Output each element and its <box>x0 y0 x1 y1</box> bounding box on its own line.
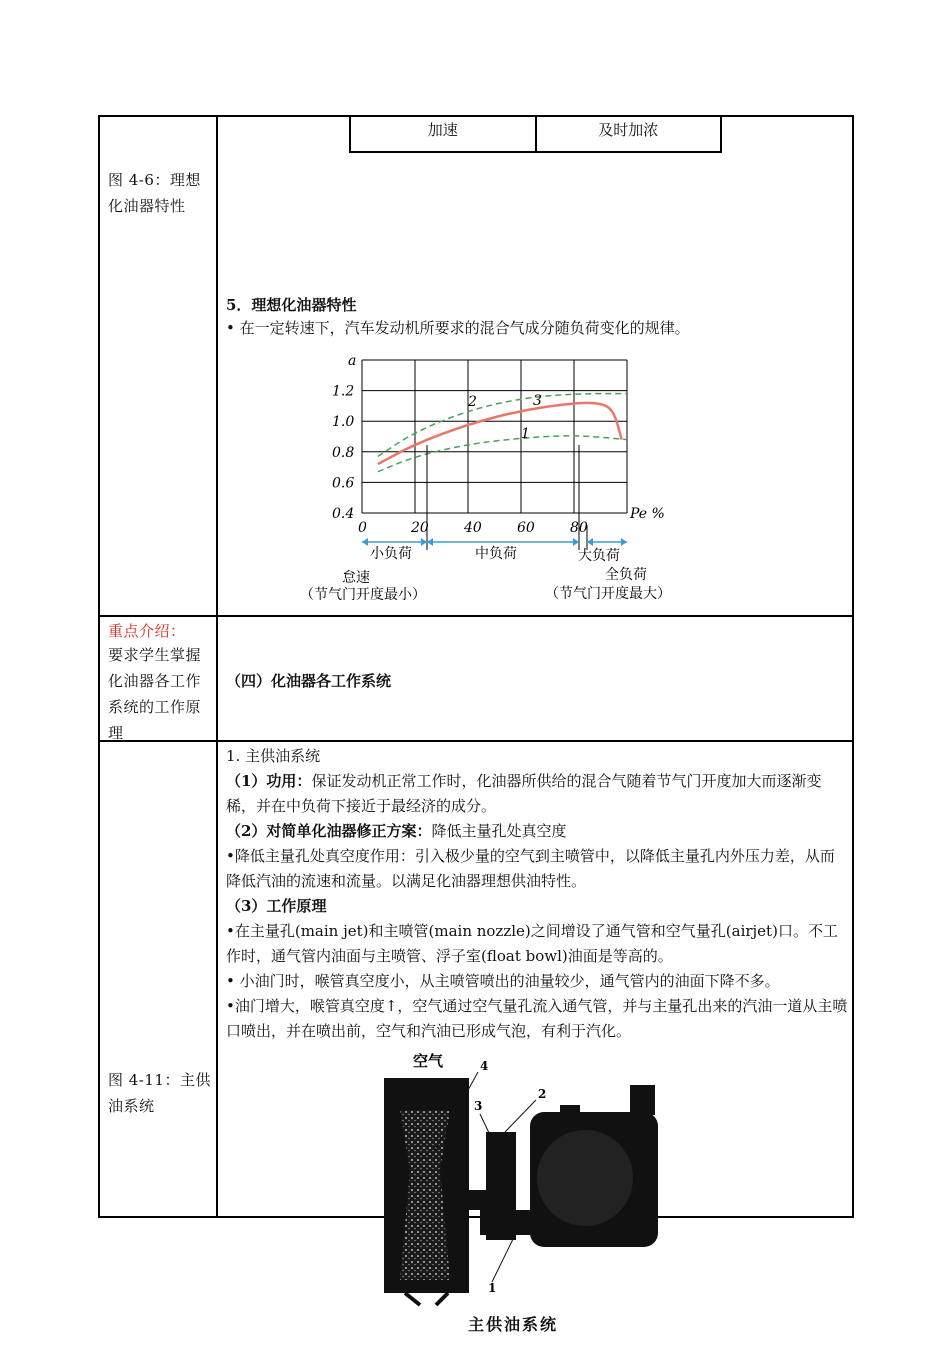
x-tick-80: 80 <box>570 520 588 536</box>
principle-small-throttle: • 小油门时，喉管真空度小，从主喷管喷出的油量较少，通气管内的油面下降不多。 <box>226 972 780 990</box>
region-mid-load: 中负荷 <box>475 546 517 562</box>
correction-label: （2）对简单化油器修正方案： <box>226 822 432 840</box>
x-tick-0: 0 <box>358 520 367 536</box>
region-large-load: 大负荷 <box>578 548 620 564</box>
chart-xlabel: Pe % <box>630 506 665 522</box>
range-small-right-arrow <box>421 538 427 546</box>
section-heading-5: 5．理想化油器特性 <box>226 296 357 314</box>
series-2-label: 2 <box>468 393 477 410</box>
range-large-right-arrow <box>621 538 627 546</box>
mini-cell-requirement: 及时加浓 <box>535 115 721 151</box>
x-tick-40: 40 <box>464 520 482 536</box>
function-text: 保证发动机正常工作时，化油器所供给的混合气随着节气门开度加大而逐渐变稀，并在中负荷下接近于最经济的成分。 <box>226 772 822 815</box>
y-tick-0.6: 0.6 <box>332 475 355 492</box>
figure-caption: 主供油系统 <box>468 1315 559 1334</box>
function-paragraph <box>226 769 848 819</box>
section-heading-4: （四）化油器各工作系统 <box>226 672 392 690</box>
chart-annotations <box>300 445 671 603</box>
chart-y-ticks <box>332 384 354 522</box>
range-large-left-arrow <box>587 538 593 546</box>
x-tick-60: 60 <box>517 520 535 536</box>
callout-3: 3 <box>474 1099 483 1113</box>
chart-ylabel: a <box>348 353 357 369</box>
y-tick-0.8: 0.8 <box>332 444 355 461</box>
chart-x-ticks <box>358 520 588 536</box>
figure-label-4-11: 图 4-11：主供油系统 <box>108 1071 211 1115</box>
x-tick-20: 20 <box>411 520 429 536</box>
principle-large-throttle: •油门增大，喉管真空度↑，空气通过空气量孔流入通气管，并与主量孔出来的汽油一道从主喷口喷出，并在喷出前，空气和汽油已形成气泡，有利于汽化。 <box>226 997 848 1040</box>
y-tick-1.0: 1.0 <box>332 414 355 431</box>
callout-4: 4 <box>480 1059 489 1073</box>
full-load-note: （节气门开度最大） <box>545 586 671 602</box>
range-mid-right-arrow <box>573 538 579 546</box>
full-load-label: 全负荷 <box>605 567 647 583</box>
bullet-ideal-carb: • 在一定转速下，汽车发动机所要求的混合气成分随负荷变化的规律。 <box>226 319 690 337</box>
series-3-label: 3 <box>533 392 542 409</box>
air-label: 空气 <box>413 1052 444 1070</box>
range-mid-left-arrow <box>427 538 433 546</box>
callout-1: 1 <box>488 1281 497 1295</box>
range-small-left-arrow <box>362 538 368 546</box>
main-fuel-system-illustration <box>380 1050 665 1340</box>
series-1-label: 1 <box>521 426 530 443</box>
figure-label-4-6: 图 4-6：理想化油器特性 <box>108 171 201 215</box>
subsection-title: 1. 主供油系统 <box>226 747 321 765</box>
key-point-body: 要求学生掌握化油器各工作系统的工作原理 <box>108 646 202 742</box>
region-small-load: 小负荷 <box>370 546 412 562</box>
correction-text: 降低主量孔处真空度 <box>431 822 567 840</box>
ideal-carburetor-chart <box>290 350 690 610</box>
key-point-title: 重点介绍： <box>108 622 186 640</box>
correction-paragraph <box>226 819 848 844</box>
idle-note: （节气门开度最小） <box>300 587 426 603</box>
idle-label: 怠速 <box>342 570 370 586</box>
mini-cell-condition: 加速 <box>427 121 458 139</box>
callout-2: 2 <box>538 1087 547 1101</box>
column-divider <box>216 115 218 1218</box>
principle-structure: •在主量孔(main jet)和主喷管(main nozzle)之间增设了通气管和空气量孔(airjet)口。不工作时，通气管内油面与主喷管、浮子室(float bowl)油面是等高的。 <box>226 922 838 965</box>
function-label: （1）功用： <box>226 772 312 790</box>
correction-effect: •降低主量孔处真空度作用：引入极少量的空气到主喷管中，以降低主量孔内外压力差，从而降低汽油的流速和流量。以满足化油器理想供油特性。 <box>226 847 835 890</box>
mini-table <box>349 115 722 153</box>
row-divider-1 <box>98 615 854 617</box>
y-tick-0.4: 0.4 <box>332 506 355 522</box>
main-supply-text <box>226 744 848 1044</box>
y-tick-1.2: 1.2 <box>332 383 355 400</box>
principle-heading: （3）工作原理 <box>226 897 327 915</box>
